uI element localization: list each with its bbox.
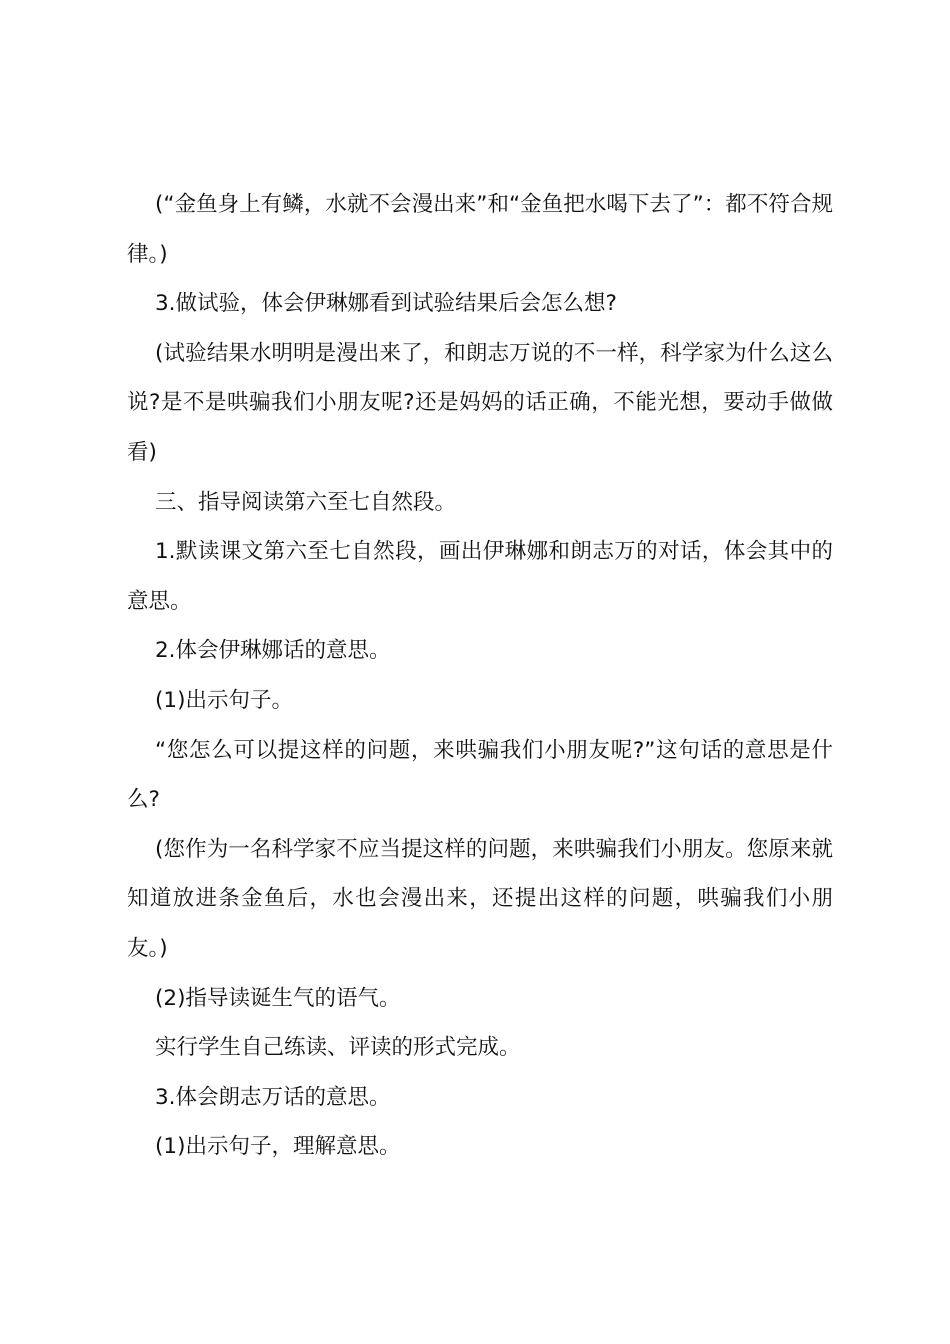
paragraph-experiment-result: (试验结果水明明是漫出来了，和朗志万说的不一样，科学家为什么这么说?是不是哄骗我们小朋友呢?还是妈妈的话正确，不能光想，要动手做做看) xyxy=(127,340,833,465)
paragraph-step-2-irina: 2.体会伊琳娜话的意思。 xyxy=(155,638,391,664)
paragraph-step-3-experiment: 3.做试验，体会伊琳娜看到试验结果后会怎么想? xyxy=(155,291,617,317)
paragraph-section-3-heading: 三、指导阅读第六至七自然段。 xyxy=(155,489,457,515)
paragraph-show-sentence: (1)出示句子。 xyxy=(155,687,293,713)
paragraph-show-sentence-understand: (1)出示句子，理解意思。 xyxy=(155,1134,401,1160)
paragraph-step-3-langevin: 3.体会朗志万话的意思。 xyxy=(155,1084,391,1110)
paragraph-quote-explanation: (您作为一名科学家不应当提这样的问题，来哄骗我们小朋友。您原来就知道放进条金鱼后，水也会漫出来，还提出这样的问题，哄骗我们小朋友。) xyxy=(127,836,833,961)
paragraph-quote-question: “您怎么可以提这样的问题，来哄骗我们小朋友呢?”这句话的意思是什么? xyxy=(127,737,833,813)
paragraph-practice-reading: 实行学生自己练读、评读的形式完成。 xyxy=(155,1035,521,1061)
paragraph-explanation-goldfish: (“金鱼身上有鳞，水就不会漫出来”和“金鱼把水喝下去了”：都不符合规律。) xyxy=(127,192,833,267)
paragraph-step-1-silent-reading: 1.默读课文第六至七自然段，画出伊琳娜和朗志万的对话，体会其中的意思。 xyxy=(127,539,833,614)
paragraph-guide-reading-tone: (2)指导读诞生气的语气。 xyxy=(155,985,401,1011)
document-page xyxy=(127,180,833,1172)
